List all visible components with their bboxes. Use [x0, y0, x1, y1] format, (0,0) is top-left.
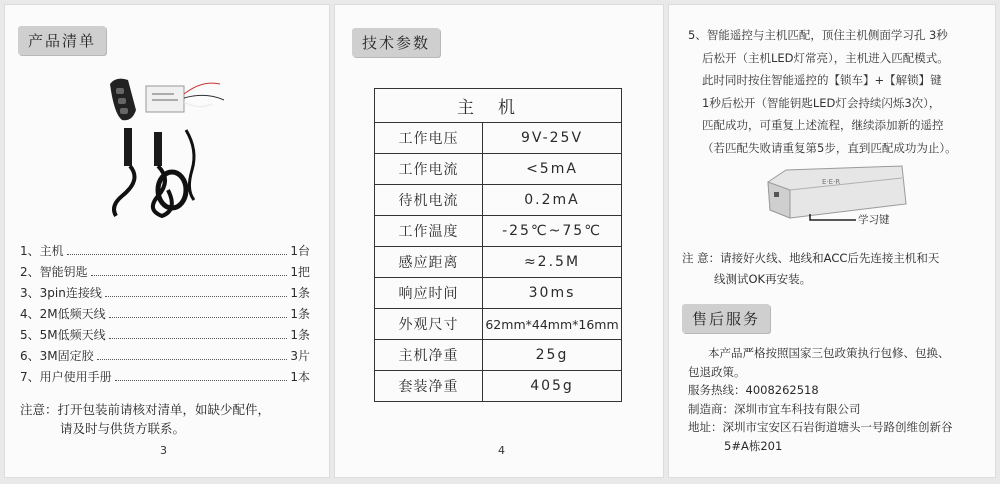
list-item: 2、智能钥匙 1把 — [20, 265, 310, 279]
product-photo — [102, 70, 232, 220]
page-number: 3 — [160, 444, 167, 457]
list-item: 4、2M低频天线 1条 — [20, 307, 310, 321]
pairing-instructions: 5、智能遥控与主机匹配，顶住主机侧面学习孔 3秒 后松开（主机LED灯常亮），主机进入匹配模式。 此时同时按住智能遥控的【锁车】+【解锁】键 1秒后松开（智能钥匙LED灯会持续闪烁3次）， 匹配成功，可重复上述流程，继续添加新的遥控 （若匹配失败请重复第5步，直到匹配成功为止）。 — [688, 28, 957, 155]
learn-key-label: 学习键 — [858, 214, 890, 226]
manufacturer: 制造商：深圳市宜车科技有限公司 — [688, 401, 861, 416]
package-list-heading: 产品清单 — [18, 26, 106, 55]
after-sales-heading: 售后服务 — [682, 304, 770, 333]
after-sales-info: 本产品严格按照国家三包政策执行包修、包换、 包退政策。 服务热线：4008262518 制造商：深圳市宜车科技有限公司 地址：深圳市宝安区石岩街道塘头一号路创维创新谷 5#A栋201 — [688, 344, 988, 455]
table-row: 工作温度 -25℃~75℃ — [375, 216, 622, 247]
table-row: 感应距离 ≈2.5M — [375, 247, 622, 278]
list-item: 6、3M固定胶 3片 — [20, 349, 310, 363]
tech-specs-heading: 技术参数 — [352, 28, 440, 57]
table-row: 工作电流 <5mA — [375, 154, 622, 185]
list-item: 7、用户使用手册 1本 — [20, 370, 310, 384]
list-item: 5、5M低频天线 1条 — [20, 328, 310, 342]
table-row: 套装净重 405g — [375, 371, 622, 402]
table-row: 响应时间 30ms — [375, 278, 622, 309]
list-item: 1、主机 1台 — [20, 244, 310, 258]
address: 地址：深圳市宝安区石岩街道塘头一号路创维创新谷 — [688, 420, 953, 434]
list-item: 3、3pin连接线 1条 — [20, 286, 310, 300]
manual-page-4 — [334, 4, 664, 478]
table-row: 工作电压 9V-25V — [375, 123, 622, 154]
page-number: 4 — [498, 444, 505, 457]
svg-text:E·E·R: E·E·R — [822, 178, 841, 186]
package-note: 注意：打开包装前请核对清单，如缺少配件， 请及时与供货方联系。 — [20, 402, 271, 436]
manual-page-3 — [4, 4, 330, 478]
manual-page-5 — [668, 4, 996, 478]
table-row: 待机电流 0.2mA — [375, 185, 622, 216]
product-kit-image — [102, 70, 232, 220]
table-row: 外观尺寸 62mm*44mm*16mm — [375, 309, 622, 340]
table-row: 主机净重 25g — [375, 340, 622, 371]
spec-table-header: 主机 — [375, 89, 622, 123]
service-hotline: 服务热线：4008262518 — [688, 383, 819, 397]
spec-table — [374, 88, 622, 402]
install-note: 注 意：请接好火线、地线和ACC后先连接主机和天 线测试OK再安装。 — [682, 251, 940, 286]
